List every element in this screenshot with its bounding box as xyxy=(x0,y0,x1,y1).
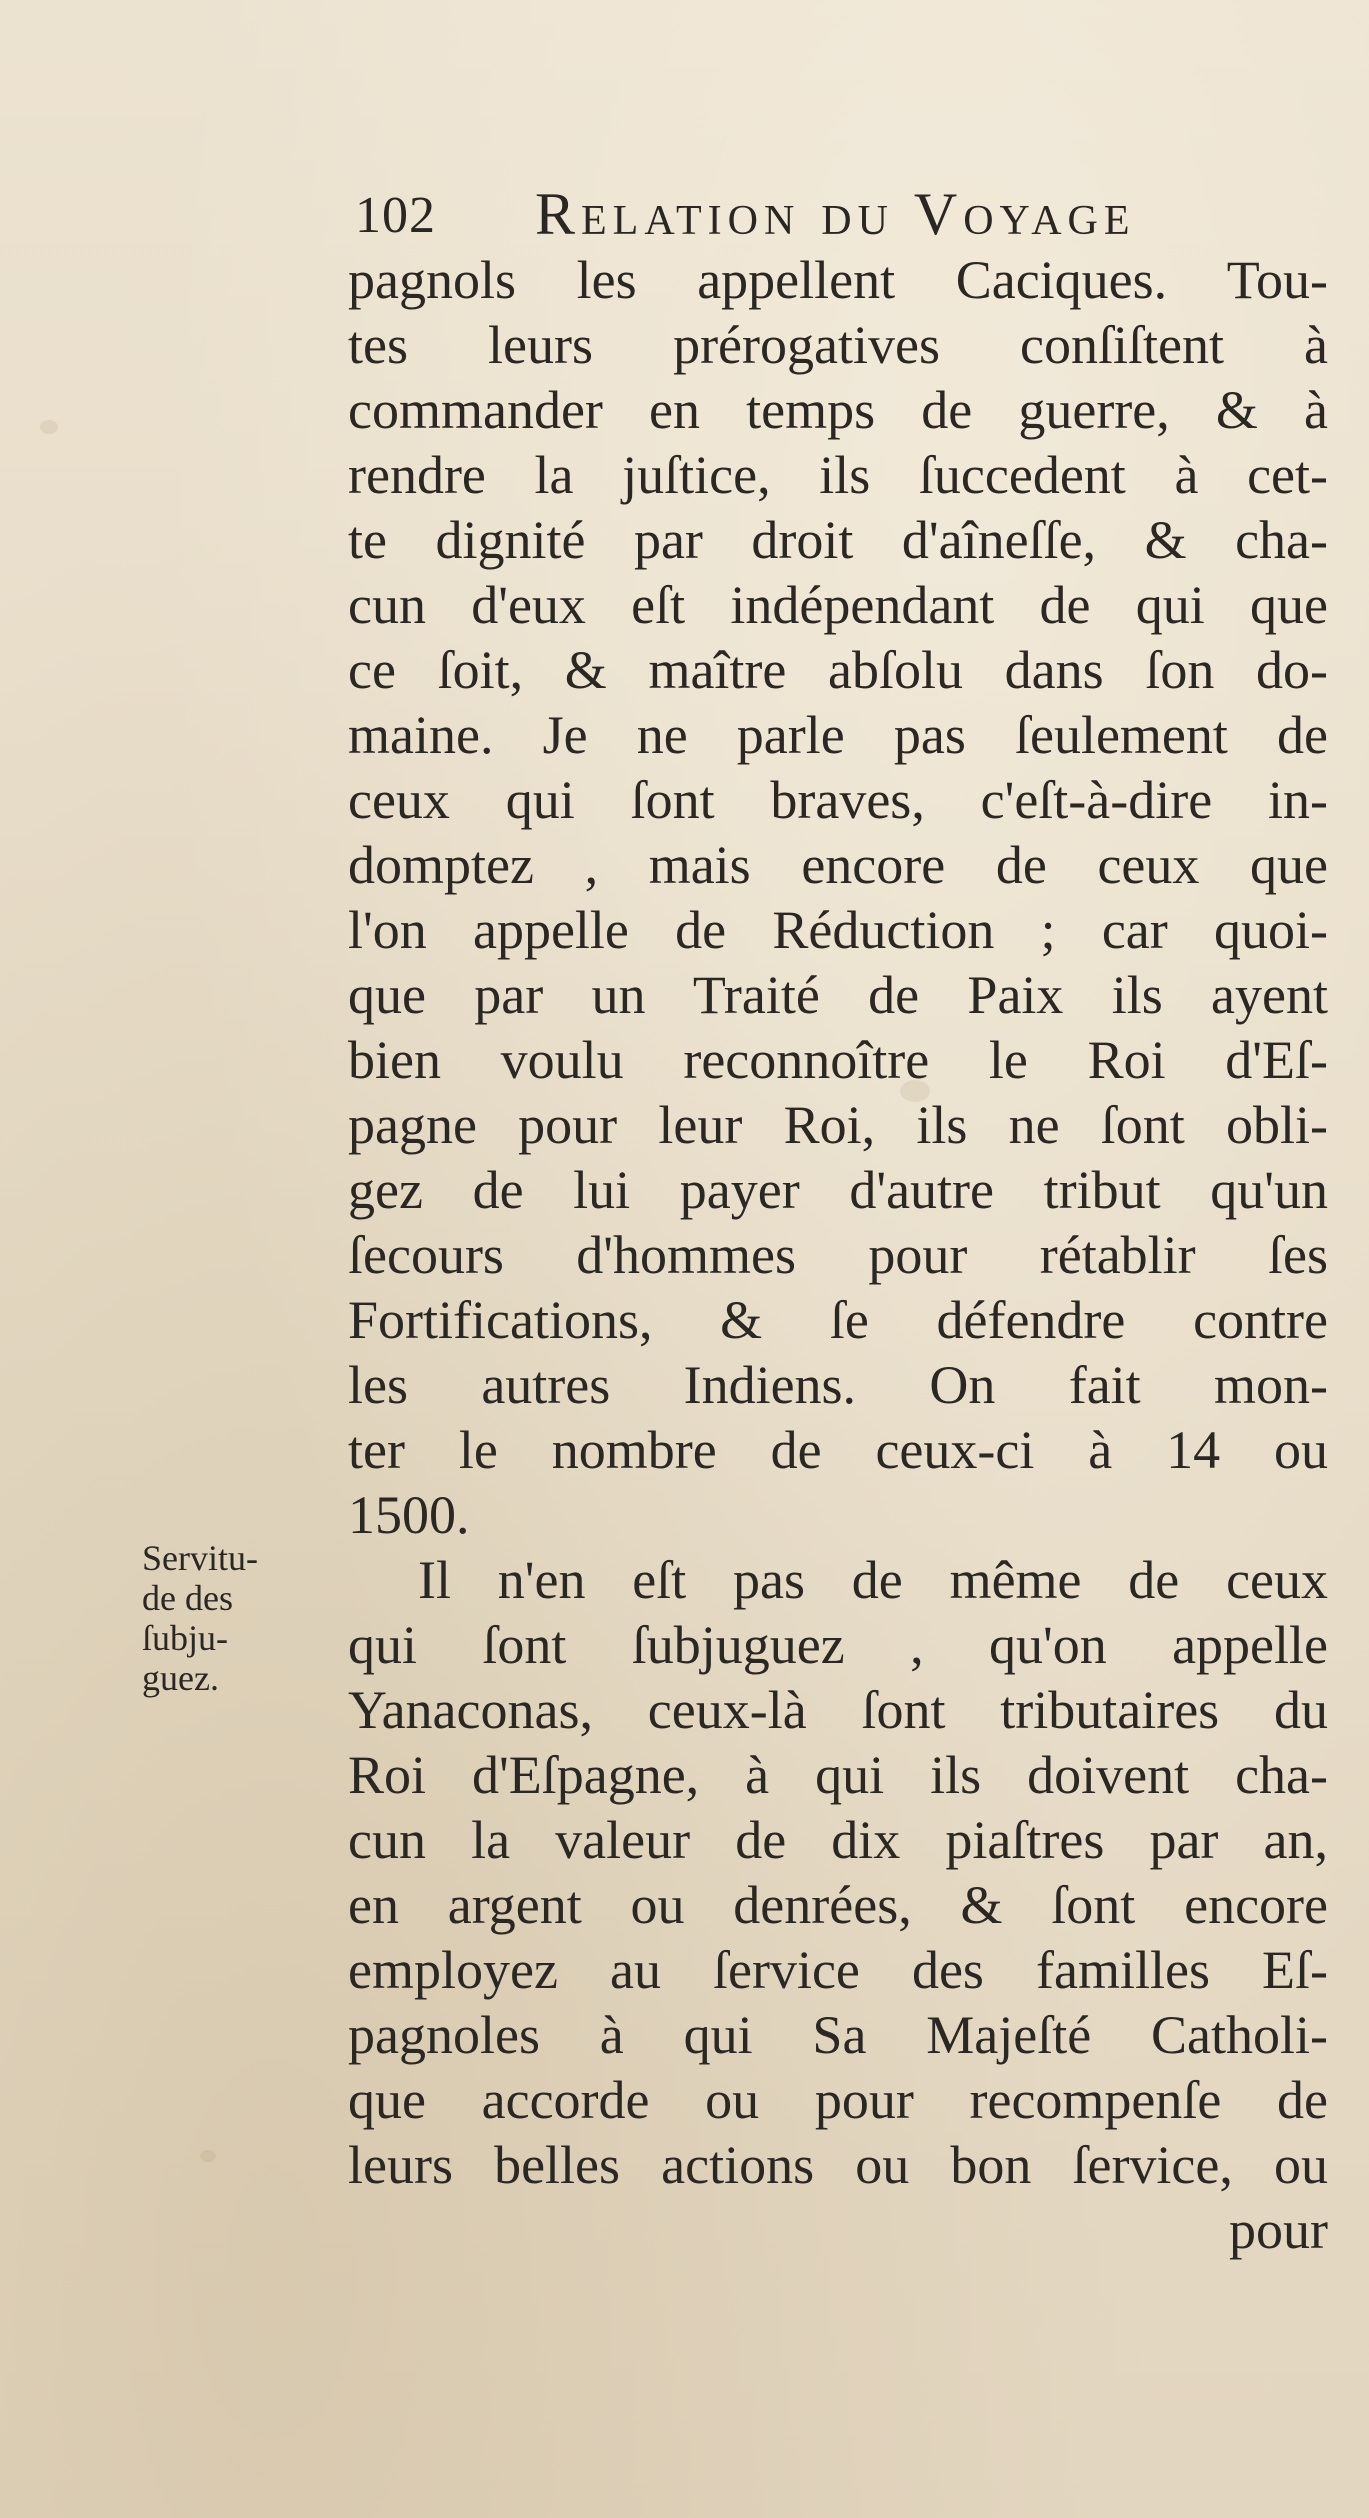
body-text xyxy=(348,248,1328,2263)
text-line: commander en temps de guerre, & à xyxy=(348,380,1328,440)
text-line: rendre la juſtice, ils ſuccedent à cet- xyxy=(348,445,1328,505)
page-number: 102 xyxy=(355,187,436,244)
text-line: leurs belles actions ou bon ſervice, ou xyxy=(348,2135,1328,2195)
text-line: ſecours d'hommes pour rétablir ſes xyxy=(348,1225,1328,1285)
text-line: gez de lui payer d'autre tribut qu'un xyxy=(348,1160,1328,1220)
text-line: en argent ou denrées, & ſont encore xyxy=(348,1875,1328,1935)
text-line: les autres Indiens. On fait mon- xyxy=(348,1355,1328,1415)
text-line: pagnoles à qui Sa Majeſté Catholi- xyxy=(348,2005,1328,2065)
text-line: ceux qui ſont braves, c'eſt-à-dire in- xyxy=(348,770,1328,830)
paper-stain xyxy=(40,420,58,434)
catchword: pour xyxy=(1229,2200,1328,2260)
page-header xyxy=(355,180,1325,250)
text-line: Yanaconas, ceux-là ſont tributaires du xyxy=(348,1680,1328,1740)
text-line: l'on appelle de Réduction ; car quoi- xyxy=(348,900,1328,960)
text-line: cun d'eux eſt indépendant de qui que xyxy=(348,575,1328,635)
paper-stain xyxy=(200,2150,216,2162)
text-line: qui ſont ſubjuguez , qu'on appelle xyxy=(348,1615,1328,1675)
text-line: employez au ſervice des familles Eſ- xyxy=(348,1940,1328,2000)
text-line: ter le nombre de ceux-ci à 14 ou xyxy=(348,1420,1328,1480)
marginal-note-line: de des xyxy=(142,1578,233,1618)
text-line: que par un Traité de Paix ils ayent xyxy=(348,965,1328,1025)
text-line: ce ſoit, & maître abſolu dans ſon do- xyxy=(348,640,1328,700)
marginal-note-line: guez. xyxy=(142,1658,219,1698)
marginal-note-line: Servitu- xyxy=(142,1538,258,1578)
marginal-note-line: ſubju- xyxy=(142,1618,228,1658)
text-line: Fortifications, & ſe défendre contre xyxy=(348,1290,1328,1350)
text-line: pagnols les appellent Caciques. Tou- xyxy=(348,250,1328,310)
marginal-note xyxy=(142,1538,302,1698)
text-line: domptez , mais encore de ceux que xyxy=(348,835,1328,895)
text-line: Roi d'Eſpagne, à qui ils doivent cha- xyxy=(348,1745,1328,1805)
text-line: pagne pour leur Roi, ils ne ſont obli- xyxy=(348,1095,1328,1155)
text-line: te dignité par droit d'aîneſſe, & cha- xyxy=(348,510,1328,570)
text-line: maine. Je ne parle pas ſeulement de xyxy=(348,705,1328,765)
text-line: tes leurs prérogatives conſiſtent à xyxy=(348,315,1328,375)
text-line: cun la valeur de dix piaſtres par an, xyxy=(348,1810,1328,1870)
running-title: Relation du Voyage xyxy=(535,181,1136,247)
text-line: bien voulu reconnoître le Roi d'Eſ- xyxy=(348,1030,1328,1090)
text-line: 1500. xyxy=(348,1485,470,1545)
text-line: que accorde ou pour recompenſe de xyxy=(348,2070,1328,2130)
text-line: Il n'en eſt pas de même de ceux xyxy=(418,1550,1328,1610)
